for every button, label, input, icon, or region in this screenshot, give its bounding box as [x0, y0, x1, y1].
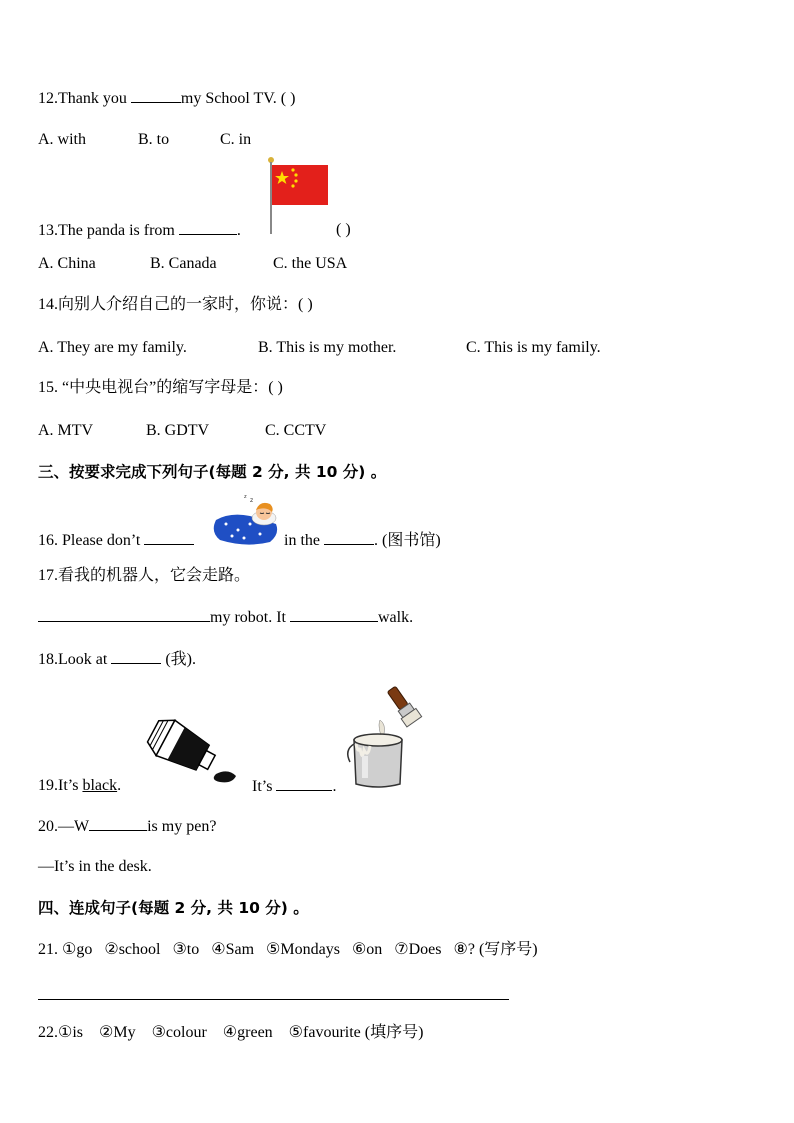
question-12-stem-before: 12.Thank you	[38, 90, 131, 107]
question-12-blank[interactable]	[131, 88, 181, 103]
section-3-heading: 三、按要求完成下列句子(每题 2 分, 共 10 分) 。	[38, 463, 387, 481]
question-13-option-c[interactable]: C. the USA	[273, 255, 348, 272]
question-12-option-b[interactable]: B. to	[138, 131, 170, 148]
question-16-blank-2[interactable]	[324, 530, 374, 545]
question-20-line-1	[38, 816, 216, 837]
paint-bucket-image	[342, 684, 432, 794]
question-22: 22.①is ②My ③colour ④green ⑤favourite (填序号)	[38, 1024, 424, 1041]
paint-tube-image	[144, 718, 240, 786]
question-17-answer-mid: my robot. It	[210, 609, 290, 626]
question-20-line-2: —It’s in the desk.	[38, 858, 152, 875]
question-13-paren: ( )	[336, 221, 351, 238]
question-19	[38, 776, 121, 796]
question-17-blank-1[interactable]	[38, 607, 210, 622]
question-16-rest	[284, 530, 441, 551]
question-12-option-c[interactable]: C. in	[220, 131, 252, 148]
svg-text:z: z	[250, 497, 254, 504]
question-14-option-a[interactable]: A. They are my family.	[38, 339, 187, 356]
question-19-second-after: .	[332, 778, 337, 795]
question-17-answer-end: walk.	[378, 609, 414, 626]
question-17: 17.看我的机器人，它会走路。	[38, 567, 251, 584]
question-18	[38, 649, 196, 670]
question-19-underlined: black	[82, 777, 118, 794]
question-14-option-b[interactable]: B. This is my mother.	[258, 339, 397, 356]
question-18-blank[interactable]	[111, 649, 161, 664]
question-13	[38, 220, 241, 241]
question-12	[38, 88, 295, 109]
question-20-blank[interactable]	[89, 816, 147, 831]
question-14: 14.向别人介绍自己的一家时，你说：( )	[38, 296, 313, 313]
question-16-middle: in the	[284, 532, 324, 549]
question-12-stem-after: my School TV. ( )	[180, 90, 296, 107]
question-20-line1-before: 20.—W	[38, 818, 90, 835]
question-21: 21. ①go ②school ③to ④Sam ⑤Mondays ⑥on ⑦Does ⑧? (写序号)	[38, 941, 538, 958]
question-17-answer	[38, 607, 413, 628]
question-20-line1-after: is my pen?	[147, 818, 217, 835]
question-13-option-a[interactable]: A. China	[38, 255, 96, 272]
question-13-option-b[interactable]: B. Canada	[150, 255, 217, 272]
chinese-flag-image	[266, 156, 330, 236]
question-13-blank[interactable]	[179, 220, 237, 235]
question-19-second	[252, 776, 336, 797]
sleeping-child-image	[210, 494, 282, 550]
question-17-blank-2[interactable]	[290, 607, 378, 622]
question-16-before: 16. Please don’t	[38, 532, 145, 549]
question-19-suffix: .	[117, 777, 122, 794]
section-4-heading: 四、连成句子(每题 2 分, 共 10 分) 。	[38, 899, 309, 917]
question-15-option-b[interactable]: B. GDTV	[146, 422, 210, 439]
question-16-blank-1[interactable]	[144, 530, 194, 545]
question-16	[38, 530, 194, 551]
question-12-option-a[interactable]: A. with	[38, 131, 86, 148]
question-13-stem-after: .	[236, 222, 241, 239]
question-13-stem-before: 13.The panda is from	[38, 222, 179, 239]
question-16-after: . (图书馆)	[374, 532, 441, 549]
question-15: 15. “中央电视台”的缩写字母是：( )	[38, 379, 283, 396]
question-19-blank[interactable]	[276, 776, 332, 791]
question-18-after: (我).	[161, 651, 196, 668]
question-19-second-before: It’s	[252, 778, 277, 795]
question-14-option-c[interactable]: C. This is my family.	[466, 339, 601, 356]
question-15-option-c[interactable]: C. CCTV	[265, 422, 327, 439]
question-18-before: 18.Look at	[38, 651, 112, 668]
question-19-prefix: 19.It’s	[38, 777, 83, 794]
svg-text:z: z	[244, 494, 247, 500]
question-21-answer-line[interactable]	[38, 999, 509, 1000]
question-15-option-a[interactable]: A. MTV	[38, 422, 94, 439]
